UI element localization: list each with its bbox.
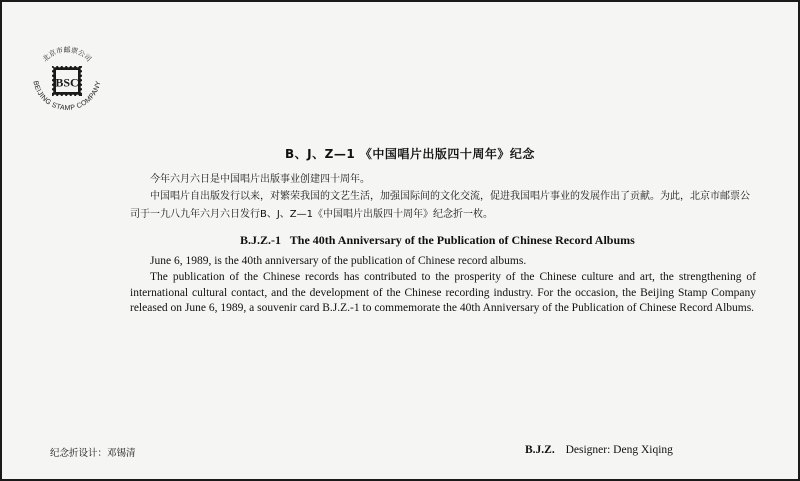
chinese-paragraph-1: 今年六月六日是中国唱片出版事业创建四十周年。 (150, 174, 370, 185)
designer-name: Designer: Deng Xiqing (565, 444, 673, 456)
logo-initials: BSC (55, 75, 79, 90)
chinese-title: B、J、Z—1 《中国唱片出版四十周年》纪念 (285, 147, 535, 161)
logo-english-name: BEIJING STAMP COMPANY (31, 80, 103, 113)
logo-chinese-name: 北京市邮票公司 (41, 47, 93, 64)
chinese-designer-credit: 纪念折设计：邓锡清 (50, 448, 136, 459)
beijing-stamp-company-logo (29, 36, 105, 122)
chinese-paragraph-2: 中国唱片自出版发行以来，对繁荣我国的文艺生活，加强国际间的文化交流，促进我国唱片事业的发展作出了贡献。为此，北京市邮票公司于一九八九年六月六日发行B、J、Z—1《中国唱片出版四十周年》纪念折一枚。 (130, 191, 750, 220)
english-title: B.J.Z.-1 The 40th Anniversary of the Publication of Chinese Record Albums (240, 233, 635, 247)
english-paragraph-1: June 6, 1989, is the 40th anniversary of the publication of Chinese record albums. (150, 255, 527, 267)
svg-text:北京市邮票公司 (41, 45, 94, 63)
english-paragraph-2: The publication of the Chinese records has contributed to the prosperity of the Chinese culture and art, the strengthening of international cultural contact, and the development of the Chinese recording industry. For the occasion, the Beijing Stamp Company released on June 6, 1989, a souvenir card B.J.Z.-1 to commemorate the 40th Anniversary of the Publication of Chinese Record Albums. (130, 271, 756, 315)
english-designer-credit (525, 444, 673, 456)
issue-code: B.J.Z. (525, 444, 555, 456)
